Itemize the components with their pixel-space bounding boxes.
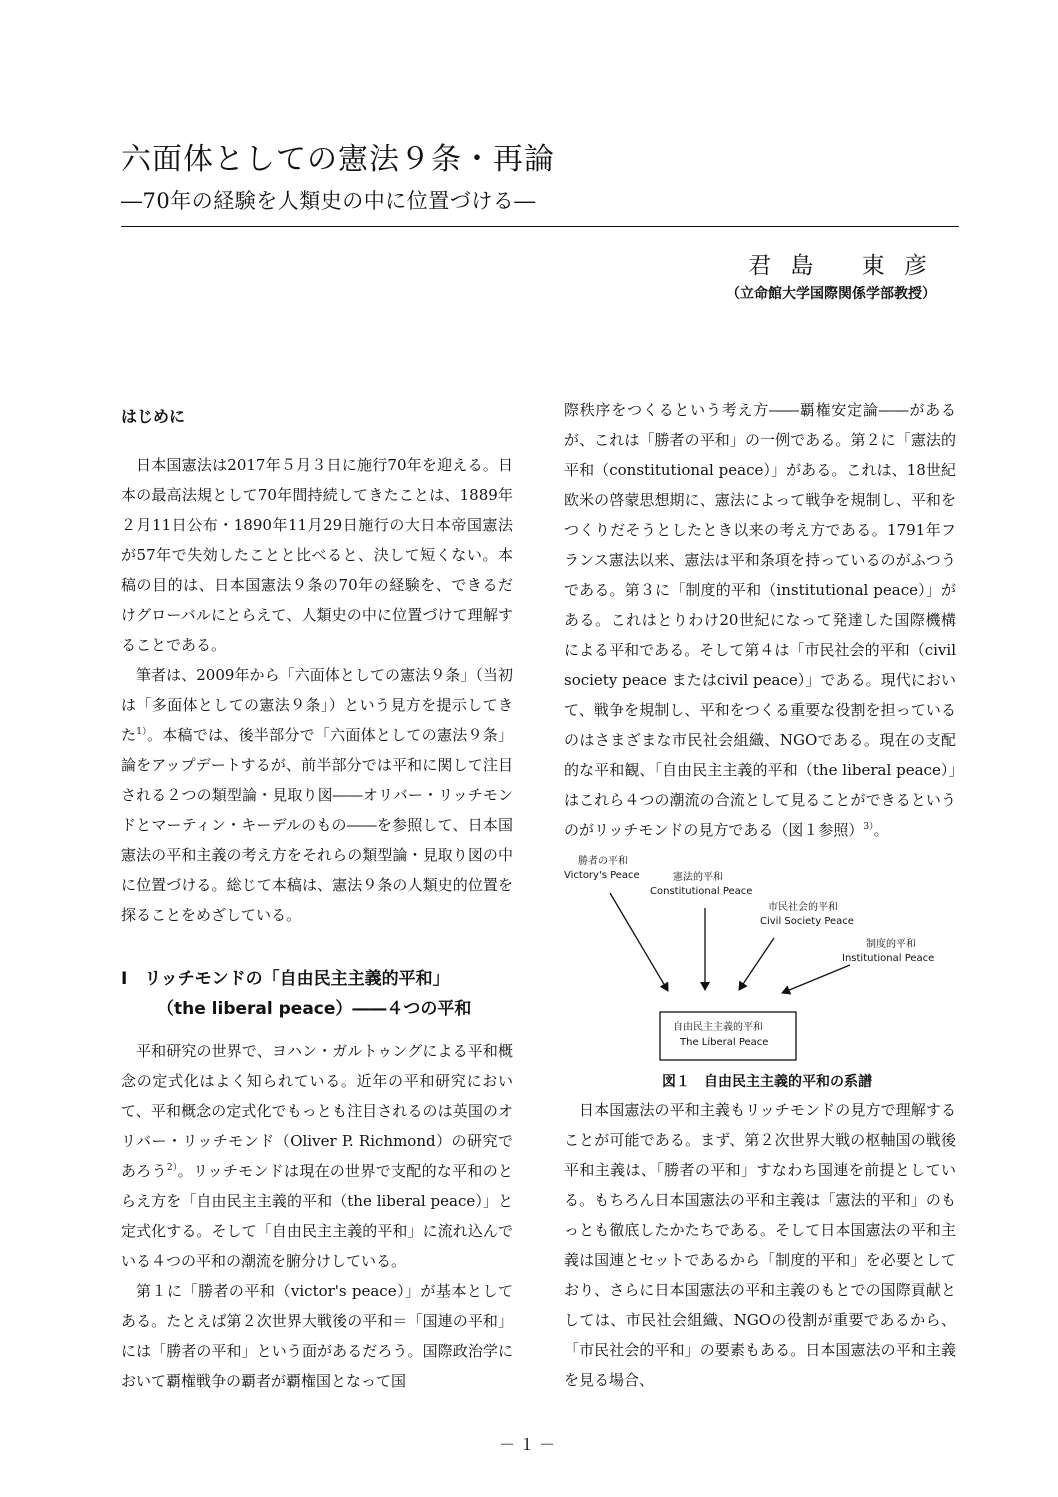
section-1-paragraph-2-cont (564, 395, 956, 845)
title-rule (121, 226, 959, 227)
label-constitutional-jp: 憲法的平和 (673, 872, 723, 883)
figure-1 (564, 855, 956, 1065)
figure-1-caption: 図１ 自由民主主義的平和の系譜 (662, 1074, 872, 1090)
footnote-ref-1[interactable]: 1） (136, 727, 148, 737)
paper-subtitle: ―70年の経験を人類史の中に位置づける― (121, 189, 536, 213)
label-civil-jp: 市民社会的平和 (768, 902, 838, 913)
label-civil-en: Civil Society Peace (760, 916, 854, 927)
arrow-civil (739, 938, 774, 990)
label-liberal-en: The Liberal Peace (680, 1037, 769, 1048)
section-1-paragraph-2-cont-end: 。 (873, 821, 889, 839)
intro-paragraph-2-text-a: 筆者は、2009年から「六面体としての憲法９条」（当初は「多面体としての憲法９条」）という見方を提示してきた (121, 666, 513, 744)
label-liberal-jp: 自由民主主義的平和 (673, 1022, 763, 1033)
intro-paragraph-2 (121, 660, 513, 930)
section-1-paragraph-2-cont-text: 際秩序をつくるという考え方――覇権安定論――があるが、これは「勝者の平和」の一例である。第２に「憲法的平和（constitutional peace）」がある。これは、18世紀欧米の啓蒙思想期に、憲法によって戦争を規制し、平和をつくりだそうとしたとき以来の考え方である。1791年フランス憲法以来、憲法は平和条項を持っているのがふつうである。第３に「制度的平和（institutional peace）」がある。これはとりわけ20世紀になって発達した国際機構による平和である。そして第４は「市民社会的平和（civil society peace またはcivil peace）」である。現代において、戦争を規制し、平和をつくる重要な役割を担っているのはさまざまな市民社会組織、NGOである。現在の支配的な平和観、「自由民主主義的平和（the liberal peace）」はこれら４つの潮流の合流として見ることができるというのがリッチモンドの見方である（図１参照） (564, 401, 956, 839)
label-institutional-jp: 制度的平和 (866, 939, 916, 950)
label-victors-jp: 勝者の平和 (578, 856, 628, 867)
label-victors-en: Victory's Peace (564, 870, 640, 881)
intro-heading: はじめに (121, 407, 186, 426)
footnote-ref-3[interactable]: 3） (863, 822, 874, 832)
section-1-heading-line-1: Ⅰ リッチモンドの「自由民主主義的平和」 (121, 969, 450, 989)
intro-paragraph-1: 日本国憲法は2017年５月３日に施行70年を迎える。日本の最高法規として70年間持続してきたことは、1889年２月11日公布・1890年11月29日施行の大日本帝国憲法が57年で失効したことと比べると、決して短くない。本稿の目的は、日本国憲法９条の70年の経験を、できるだけグローバルにとらえて、人類史の中に位置づけて理解することである。 (121, 456, 513, 654)
section-1-paragraph-2: 第１に「勝者の平和（victor's peace）」が基本としてある。たとえば第２次世界大戦後の平和＝「国連の平和」には「勝者の平和」という面があるだろう。国際政治学において覇権戦争の覇者が覇権国となって国 (121, 1282, 513, 1390)
right-column (564, 395, 956, 1395)
page-number: －１－ (498, 1435, 559, 1454)
section-1-paragraph-3: 日本国憲法の平和主義もリッチモンドの見方で理解することが可能である。まず、第２次世界大戦の枢軸国の戦後平和主義は、「勝者の平和」すなわち国連を前提としている。もちろん日本国憲法の平和主義は「憲法的平和」のもっとも徹底したかたちである。そして日本国憲法の平和主義は国連とセットであるから「制度的平和」を必要としており、さらに日本国憲法の平和主義のもとでの国際貢献としては、市民社会組織、NGOの役割が重要であるから、「市民社会的平和」の要素もある。日本国憲法の平和主義を見る場合、 (564, 1101, 956, 1389)
footnote-ref-2[interactable]: 2） (166, 1163, 178, 1173)
label-constitutional-en: Constitutional Peace (650, 886, 753, 897)
author-name: 君 島 東 彦 (748, 253, 933, 279)
left-column (121, 402, 513, 1396)
section-1-heading-line-2: （the liberal peace）――４つの平和 (157, 999, 472, 1019)
label-institutional-en: Institutional Peace (842, 953, 935, 964)
author-affiliation: （立命館大学国際関係学部教授） (726, 286, 936, 302)
arrow-institutional (782, 965, 850, 993)
intro-paragraph-2-text-b: 。本稿では、後半部分で「六面体としての憲法９条」論をアップデートするが、前半部分では平和に関して注目される２つの類型論・見取り図――オリバー・リッチモンドとマーティン・キーデルのもの――を参照して、日本国憲法の平和主義の考え方をそれらの類型論・見取り図の中に位置づける。総じて本稿は、憲法９条の人類史的位置を探ることをめざしている。 (121, 726, 513, 924)
paper-title: 六面体としての憲法９条・再論 (121, 142, 555, 177)
section-1-paragraph-1 (121, 1036, 513, 1276)
arrow-victors (610, 893, 668, 991)
section-1-heading (121, 964, 513, 1024)
section-1-paragraph-1-text-a: 平和研究の世界で、ヨハン・ガルトゥングによる平和概念の定式化はよく知られている。近年の平和研究において、平和概念の定式化でもっとも注目されるのは英国のオリバー・リッチモンド（Oliver P. Richmond）の研究であろう (121, 1042, 513, 1180)
section-1-paragraph-1-text-b: 。リッチモンドは現在の世界で支配的な平和のとらえ方を「自由民主主義的平和（the liberal peace）」と定式化する。そして「自由民主主義的平和」に流れ込んでいる４つの平和の潮流を腑分けしている。 (121, 1162, 513, 1270)
